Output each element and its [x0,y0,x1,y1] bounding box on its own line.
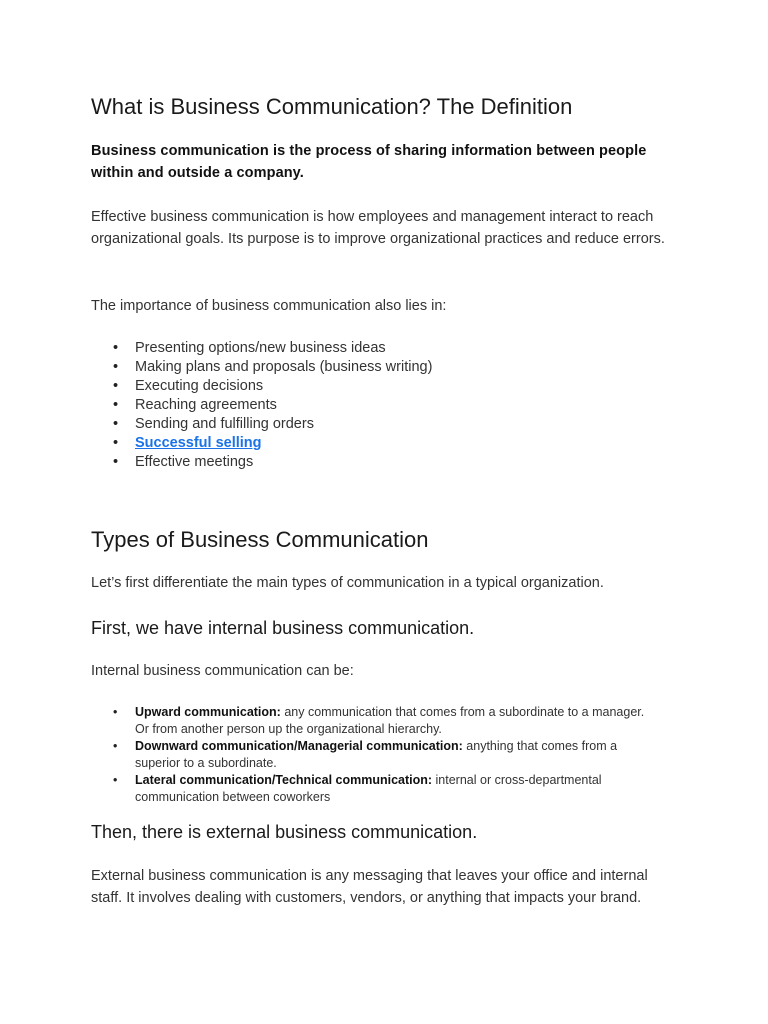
importance-intro: The importance of business communication also lies in: [91,298,447,314]
definition-heading: What is Business Communication? The Definition [91,94,573,119]
types-heading: Types of Business Communication [91,527,429,552]
list-item: • Making plans and proposals (business writing) [91,358,651,377]
list-item [91,772,651,805]
list-item-term: Upward communication: [135,705,281,719]
list-item-term: Downward communication/Managerial communication: [135,739,463,753]
list-item: • Effective meetings [91,453,651,472]
importance-list [91,339,651,472]
list-item [91,738,651,771]
list-item-desc: any communication that comes from a subordinate to a manager. Or from another person up the organizational hierarchy. [135,705,645,736]
types-paragraph: Let’s first differentiate the main types of communication in a typical organization. [91,575,604,591]
list-item [91,704,651,737]
internal-types-list [91,704,651,806]
definition-lead: Business communication is the process of sharing information between people within and outside a company. [91,143,647,181]
list-item-desc: internal or cross-departmental communication between coworkers [135,773,602,804]
successful-selling-link[interactable]: Successful selling [135,435,262,451]
external-paragraph: External business communication is any messaging that leaves your office and internal staff. It involves dealing with customers, vendors, or anything that impacts your brand. [91,868,648,906]
external-heading: Then, there is external business communication. [91,822,478,842]
list-item: • Reaching agreements [91,396,651,415]
list-item: • Presenting options/new business ideas [91,339,651,358]
internal-heading: First, we have internal business communication. [91,618,475,638]
list-item-term: Lateral communication/Technical communication: [135,773,433,787]
internal-intro: Internal business communication can be: [91,663,354,679]
list-item [91,434,651,453]
list-item: • Sending and fulfilling orders [91,415,651,434]
list-item-desc: anything that comes from a superior to a subordinate. [135,739,618,770]
list-item: • Executing decisions [91,377,651,396]
definition-paragraph: Effective business communication is how employees and management interact to reach organizational goals. Its purpose is to improve organizational practices and reduce errors. [91,209,665,247]
